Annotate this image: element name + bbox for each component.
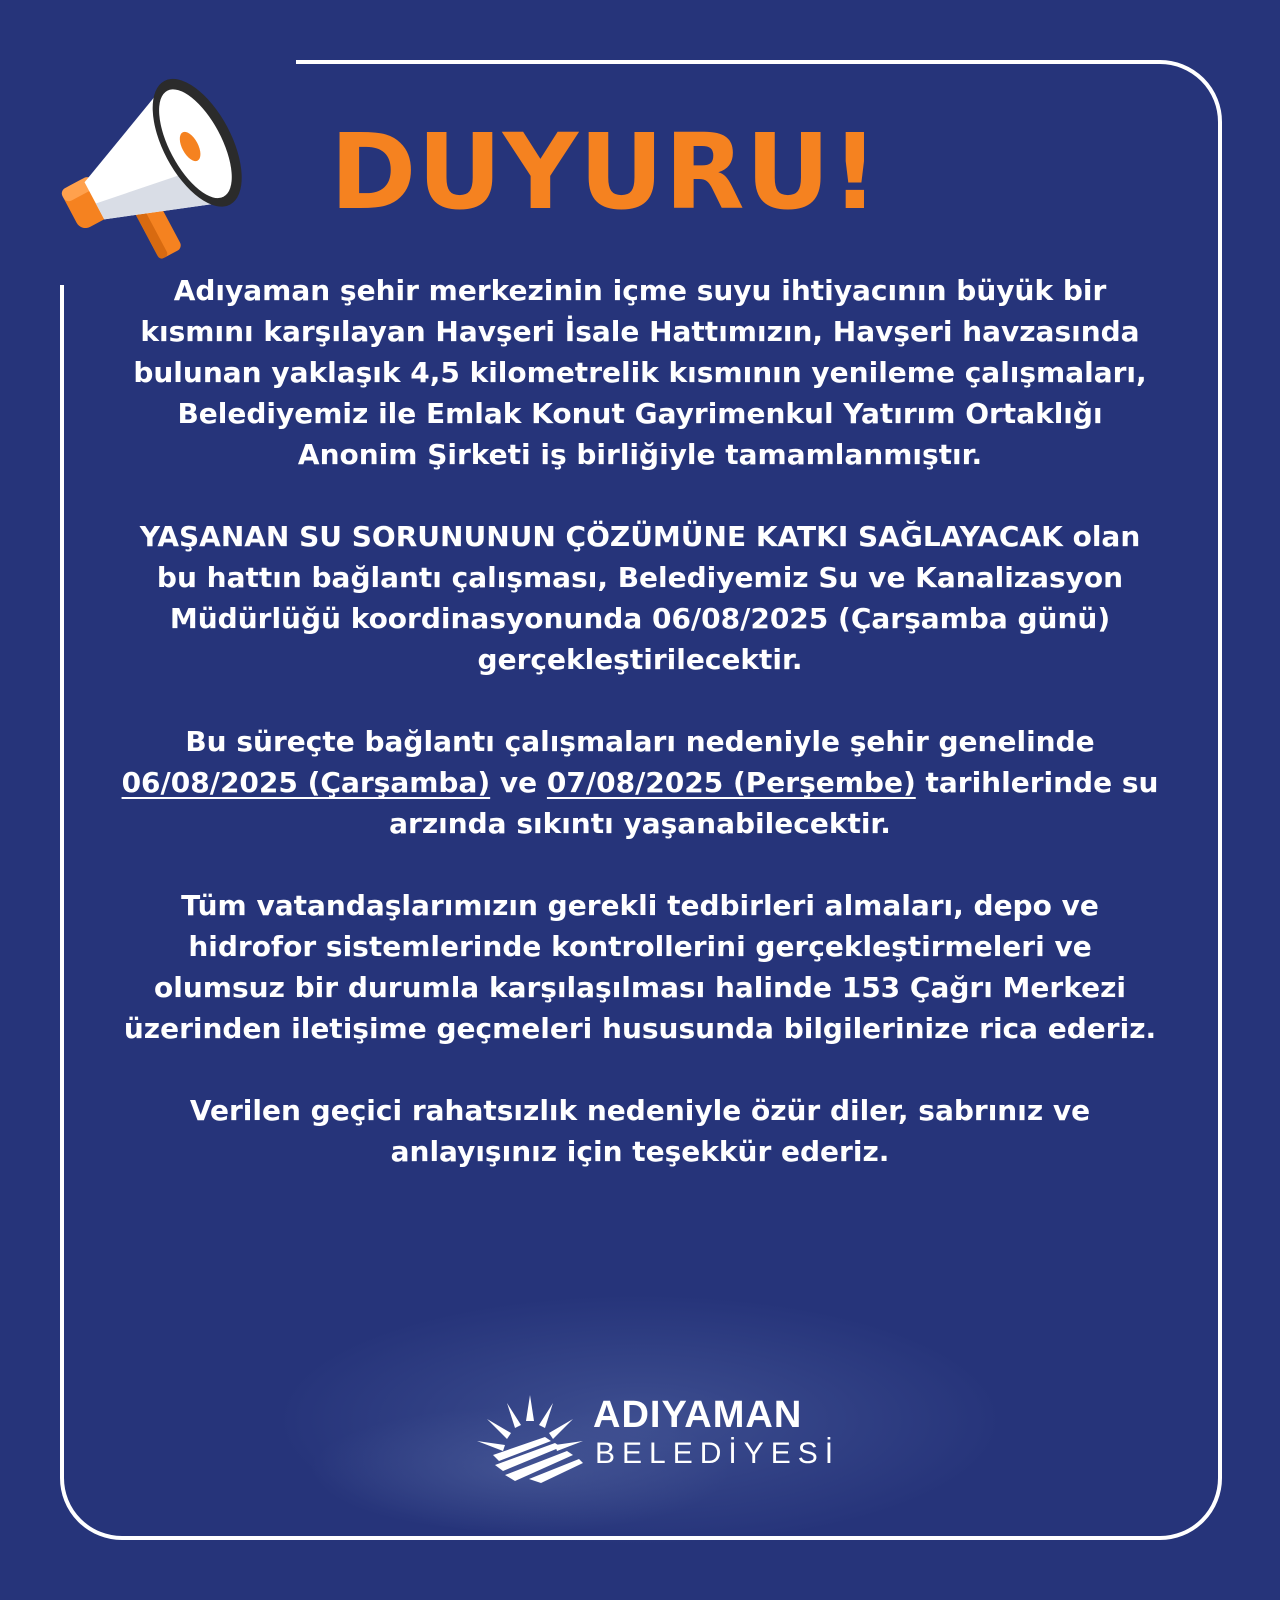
- paragraph-outage-dates: [120, 721, 1160, 844]
- paragraph-text: olan bu hattın bağlantı çalışması, Belediyemiz Su ve Kanalizasyon Müdürlüğü koordinasyonunda 06/08/2025 (Çarşamba günü) gerçekleştirilecektir.: [156, 520, 1141, 676]
- announcement-title: DUYURU!: [330, 111, 880, 233]
- paragraph-text: Bu süreçte bağlantı çalışmaları nedeniyle şehir genelinde: [185, 725, 1095, 758]
- paragraph-text: tarihlerinde su arzında sıkıntı yaşanabilecektir.: [389, 766, 1159, 840]
- paragraph-connection-work: [120, 516, 1160, 680]
- municipality-logo: [475, 1393, 841, 1483]
- announcement-body: [120, 270, 1160, 1172]
- emphasis-text: YAŞANAN SU SORUNUNUN ÇÖZÜMÜNE KATKI SAĞLAYACAK: [139, 520, 1063, 553]
- sun-rays-logo-icon: [475, 1393, 585, 1483]
- paragraph-completion: Adıyaman şehir merkezinin içme suyu ihtiyacının büyük bir kısmını karşılayan Havşeri İsale Hattımızın, Havşeri havzasında bulunan yaklaşık 4,5 kilometrelik kısmının yenileme çalışmaları, Belediyemiz ile Emlak Konut Gayrimenkul Yatırım Ortaklığı Anonim Şirketi iş birliğiyle tamamlanmıştır.: [133, 274, 1147, 471]
- paragraph-precautions: Tüm vatandaşlarımızın gerekli tedbirleri almaları, depo ve hidrofor sistemlerinde kontrollerini gerçekleştirmeleri ve olumsuz bir durumla karşılaşılması halinde 153 Çağrı Merkezi üzerinden iletişime geçmeleri hususunda bilgilerinize rica ederiz.: [123, 889, 1157, 1045]
- megaphone-icon: [38, 40, 263, 265]
- logo-subtitle: BELEDİYESİ: [595, 1437, 841, 1470]
- paragraph-text: ve: [490, 766, 547, 799]
- paragraph-apology: Verilen geçici rahatsızlık nedeniyle özür diler, sabrınız ve anlayışınız için teşekkür ederiz.: [189, 1094, 1091, 1168]
- logo-name: ADIYAMAN: [593, 1394, 803, 1436]
- outage-date-end: 07/08/2025 (Perşembe): [546, 766, 916, 799]
- outage-date-start: 06/08/2025 (Çarşamba): [121, 766, 491, 799]
